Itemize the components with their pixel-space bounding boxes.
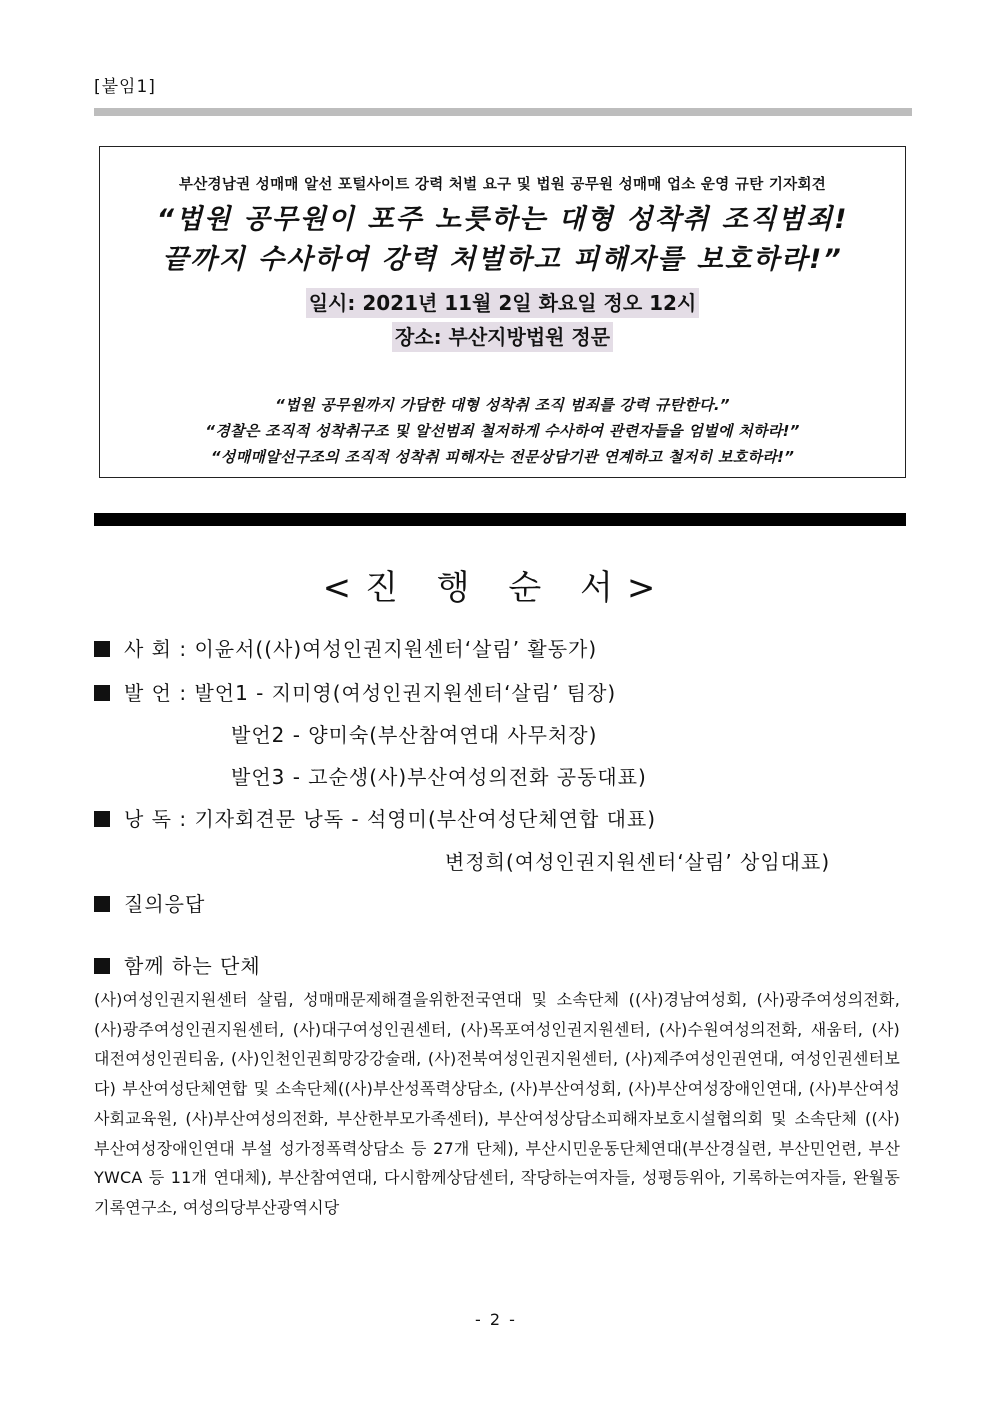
square-bullet-icon (94, 896, 110, 912)
headline-line-1: “법원 공무원이 포주 노릇하는 대형 성착취 조직범죄! (156, 204, 849, 235)
slogan-2: “경찰은 조직적 성착취구조 및 알선범죄 철저하게 수사하여 관련자들을 엄벌에 처하라!” (205, 422, 800, 440)
square-bullet-icon (94, 641, 110, 657)
host-text: 사 회 : 이윤서((사)여성인권지원센터‘살림’ 활동가) (124, 637, 598, 661)
page-number: - 2 - (475, 1310, 517, 1329)
program-order-title: <진 행 순 서> (322, 568, 670, 608)
reading-row-2: 변정희(여성인권지원센터‘살림’ 상임대표) (445, 850, 831, 874)
slogan-3: “성매매알선구조의 조직적 성착취 피해자는 전문상담기관 연계하고 철저히 보호하라!” (210, 448, 795, 466)
speech-row-1 (94, 677, 616, 706)
press-conference-subject: 부산경남권 성매매 알선 포털사이트 강력 처벌 요구 및 법원 공무원 성매매 업소 운영 규탄 기자회견 (178, 177, 827, 193)
speech-row-3: 발언3 - 고순생(사)부산여성의전화 공동대표) (231, 765, 647, 789)
speech-1-text: 발 언 : 발언1 - 지미영(여성인권지원센터‘살림’ 팀장) (124, 681, 617, 705)
square-bullet-icon (94, 958, 110, 974)
slogan-list (100, 392, 905, 470)
orgs-heading-row (94, 950, 261, 979)
attachment-label: [붙임1] (94, 77, 156, 97)
slogan-1: “법원 공무원까지 가담한 대형 성착취 조직 범죄를 강력 규탄한다.” (275, 396, 730, 414)
participating-organizations: (사)여성인권지원센터 살림, 성매매문제해결을위한전국연대 및 소속단체 ((사)경남여성회, (사)광주여성의전화, (사)광주여성인권지원센터, (사)대구여성인권센터, (사)목포여성인권지원센터, (사)수원여성의전화, 새움터, (사)대전여성인권티움, (사)인천인권희망강강술래, (사)전북여성인권지원센터, (사)제주여성인권연대, 여성인권센터보다) 부산여성단체연합 및 소속단체((사)부산성폭력상담소, (사)부산여성회, (사)부산여성장애인연대, (사)부산여성사회교육원, (사)부산여성의전화, 부산한부모가족센터), 부산여성상담소피해자보호시설협의회 및 소속단체 ((사)부산여성장애인연대 부설 성가정폭력상담소 등 27개 단체), 부산시민운동단체연대(부산경실련, 부산민언련, 부산YWCA 등 11개 연대체), 부산참여연대, 다시함께상담센터, 작당하는여자들, 성평등위아, 기록하는여자들, 완월동기록연구소, 여성의당부산광역시당 (94, 990, 900, 1217)
event-place: 장소: 부산지방법원 정문 (392, 322, 613, 352)
qa-text: 질의응답 (124, 892, 206, 916)
speech-row-2: 발언2 - 양미숙(부산참여연대 사무처장) (231, 723, 598, 747)
orgs-heading-text: 함께 하는 단체 (124, 954, 261, 978)
qa-row (94, 888, 205, 917)
press-conference-header-box (99, 146, 906, 478)
headline-line-2: 끝까지 수사하여 강력 처벌하고 피해자를 보호하라!” (162, 244, 843, 275)
section-divider (94, 513, 906, 526)
top-divider (94, 108, 912, 116)
reading-1-text: 낭 독 : 기자회견문 낭독 - 석영미(부산여성단체연합 대표) (124, 807, 657, 831)
event-date: 일시: 2021년 11월 2일 화요일 정오 12시 (306, 288, 700, 318)
reading-row-1 (94, 803, 656, 832)
square-bullet-icon (94, 811, 110, 827)
host-row (94, 633, 597, 662)
square-bullet-icon (94, 685, 110, 701)
